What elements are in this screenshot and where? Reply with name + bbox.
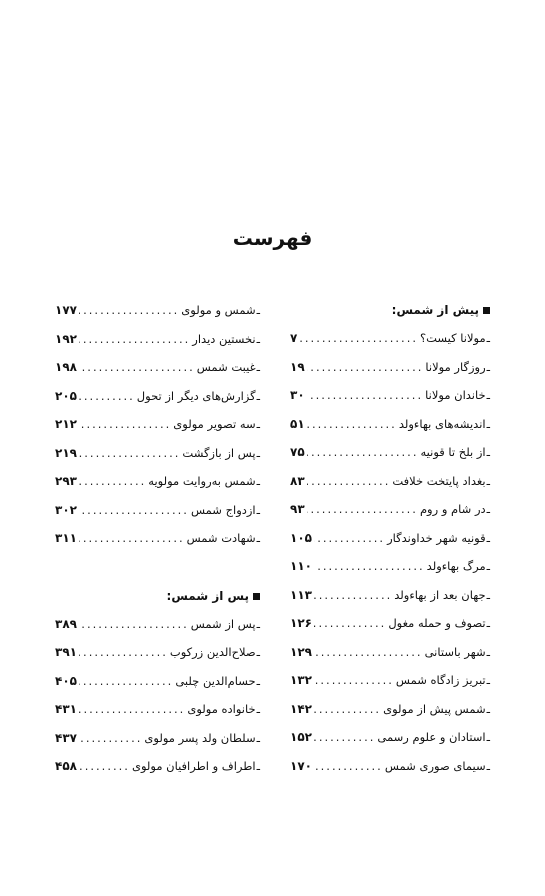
entry-dash: ـ [486,530,490,545]
entry-title: استادان و علوم رسمی [377,730,486,744]
toc-entry [290,467,490,496]
entry-title: گزارش‌های دیگر از تحول [136,388,256,403]
entry-page-number: ۴۳۷ [55,730,77,745]
dot-leader [79,667,173,696]
dot-leader [314,609,386,638]
toc-list-left-top [55,296,260,553]
toc-entry [55,610,260,639]
entry-title: شمس پیش از مولوی [383,701,486,716]
entry-page-number: ۲۰۵ [55,388,77,403]
entry-dash: ـ [486,331,490,345]
entry-title: سلطان ولد پسر مولوی [144,730,256,745]
toc-entry [290,609,490,638]
dot-leader [79,296,179,325]
toc-entry [55,296,260,325]
entry-title: ازدواج شمس [190,502,256,517]
dot-leader [307,353,424,382]
entry-dash: ـ [256,445,260,460]
entry-dash: ـ [256,759,260,773]
dot-leader [79,724,142,753]
toc-entry [290,723,490,752]
entry-page-number: ۸۳ [290,473,305,488]
entry-title: شمس و مولوی [181,303,256,317]
entry-title: تبریز زادگاه شمس [395,673,486,687]
entry-title: صلاح‌الدین زرکوب [169,645,256,659]
toc-entry [55,353,260,382]
dot-leader [314,666,394,695]
entry-page-number: ۱۱۳ [290,587,312,602]
entry-page-number: ۱۹ [290,359,305,374]
entry-title: خاندان مولانا [425,388,486,402]
toc-entry [290,381,490,410]
entry-title: شهادت شمس [186,531,256,545]
toc-entry [290,552,490,581]
entry-page-number: ۱۷۷ [55,303,77,317]
entry-title: مولانا کیست؟ [420,331,486,345]
toc-entry [55,467,260,496]
entry-page-number: ۴۳۱ [55,702,77,716]
toc-entry [55,524,260,553]
entry-page-number: ۱۰۵ [290,530,312,545]
toc-entry [55,667,260,696]
toc-entry [55,496,260,525]
entry-dash: ـ [256,531,260,545]
entry-dash: ـ [256,616,260,631]
toc-column-left [55,296,260,781]
dot-leader [299,324,418,353]
entry-dash: ـ [256,673,260,688]
entry-title: اندیشه‌های بهاءولد [398,416,486,431]
entry-dash: ـ [486,445,490,459]
entry-page-number: ۳۹۱ [55,645,77,659]
entry-page-number: ۲۱۹ [55,445,77,460]
entry-dash: ـ [256,388,260,403]
entry-dash: ـ [256,474,260,488]
dot-leader [307,410,397,439]
section-heading-before-shams: پیش از شمس: [290,296,490,324]
entry-page-number: ۳۱۱ [55,531,77,545]
entry-dash: ـ [486,473,490,488]
entry-dash: ـ [486,730,490,744]
entry-page-number: ۱۴۲ [290,701,312,716]
entry-dash: ـ [486,616,490,630]
toc-entry [55,752,260,781]
dot-leader [307,438,419,467]
dot-leader [79,382,135,411]
entry-title: خانواده مولوی [187,702,256,716]
section-spacer [55,553,260,582]
entry-title: شمس به‌روایت مولویه [148,474,256,488]
toc-entry [290,638,490,667]
square-bullet-icon [253,593,260,600]
entry-title: اطراف و اطرافیان مولوی [131,759,256,773]
dot-leader [79,695,185,724]
entry-page-number: ۲۹۳ [55,474,77,488]
toc-entry [55,724,260,753]
toc-list-right [290,324,490,780]
entry-page-number: ۴۵۸ [55,759,77,773]
entry-page-number: ۱۷۰ [290,758,312,773]
page-title: فهرست [232,226,313,250]
toc-entry [290,666,490,695]
entry-dash: ـ [486,644,490,659]
entry-title: از بلخ تا قونیه [420,445,486,459]
entry-dash: ـ [256,502,260,517]
toc-entry [290,495,490,524]
entry-page-number: ۴۰۵ [55,673,77,688]
toc-entry [290,695,490,724]
entry-dash: ـ [256,645,260,659]
entry-dash: ـ [486,587,490,602]
entry-dash: ـ [486,359,490,374]
dot-leader [79,410,171,439]
entry-dash: ـ [486,673,490,687]
toc-entry [55,439,260,468]
entry-title: مرگ بهاءولد [426,559,486,573]
toc-entry [290,581,490,610]
entry-dash: ـ [256,417,260,431]
toc-entry [290,410,490,439]
entry-page-number: ۲۱۲ [55,417,77,431]
dot-leader [314,524,385,553]
toc-entry [55,325,260,354]
entry-dash: ـ [486,559,490,573]
dot-leader [79,524,185,553]
dot-leader [307,495,418,524]
toc-column-right [290,296,490,780]
dot-leader [314,638,423,667]
dot-leader [79,752,130,781]
dot-leader [79,467,146,496]
entry-page-number: ۳۰۲ [55,502,77,517]
entry-page-number: ۱۵۲ [290,730,312,744]
entry-page-number: ۱۹۸ [55,360,77,374]
dot-leader [314,723,375,752]
dot-leader [314,752,383,781]
toc-list-left-bottom [55,610,260,781]
toc-entry [290,752,490,781]
entry-page-number: ۱۳۲ [290,673,312,687]
dot-leader [79,610,189,639]
entry-dash: ـ [486,758,490,773]
entry-dash: ـ [486,701,490,716]
entry-page-number: ۹۳ [290,502,305,516]
dot-leader [307,467,391,496]
section-heading-after-shams: پس از شمس: [55,582,260,610]
entry-title: قونیه شهر خداوندگار [387,530,486,545]
entry-page-number: ۳۰ [290,388,305,402]
toc-entry [290,524,490,553]
entry-title: سیمای صوری شمس [384,758,486,773]
entry-title: پس از شمس [190,616,256,631]
entry-dash: ـ [256,331,260,346]
dot-leader [307,381,423,410]
toc-entry [55,382,260,411]
entry-title: حسام‌الدین چلبی [175,673,256,688]
entry-page-number: ۱۱۰ [290,559,312,573]
entry-title: روزگار مولانا [425,359,486,374]
entry-title: پس از بازگشت [182,445,256,460]
toc-entry [55,410,260,439]
entry-page-number: ۳۸۹ [55,616,77,631]
entry-dash: ـ [486,502,490,516]
square-bullet-icon [483,307,490,314]
entry-page-number: ۱۲۶ [290,616,312,630]
entry-page-number: ۱۲۹ [290,644,312,659]
toc-entry [290,438,490,467]
entry-title: در شام و روم [419,502,486,516]
entry-page-number: ۵۱ [290,416,305,431]
toc-entry [55,695,260,724]
dot-leader [314,581,392,610]
dot-leader [314,552,425,581]
dot-leader [314,695,381,724]
entry-title: نخستین دیدار [192,331,256,346]
entry-title: سه تصویر مولوی [173,417,256,431]
dot-leader [79,325,190,354]
entry-page-number: ۱۹۲ [55,331,77,346]
dot-leader [79,496,189,525]
entry-page-number: ۷ [290,331,298,345]
entry-title: جهان بعد از بهاءولد [394,587,486,602]
dot-leader [79,638,168,667]
dot-leader [79,439,180,468]
toc-entry [290,353,490,382]
entry-title: شهر باستانی [424,644,486,659]
entry-dash: ـ [256,303,260,317]
entry-dash: ـ [256,730,260,745]
entry-dash: ـ [256,702,260,716]
entry-dash: ـ [486,388,490,402]
entry-page-number: ۷۵ [290,445,305,459]
toc-entry [290,324,490,353]
entry-title: بغداد پایتخت خلافت [392,473,486,488]
entry-title: غیبت شمس [196,360,256,374]
entry-dash: ـ [256,360,260,374]
dot-leader [79,353,195,382]
toc-entry [55,638,260,667]
entry-dash: ـ [486,416,490,431]
entry-title: تصوف و حمله مغول [388,616,486,630]
